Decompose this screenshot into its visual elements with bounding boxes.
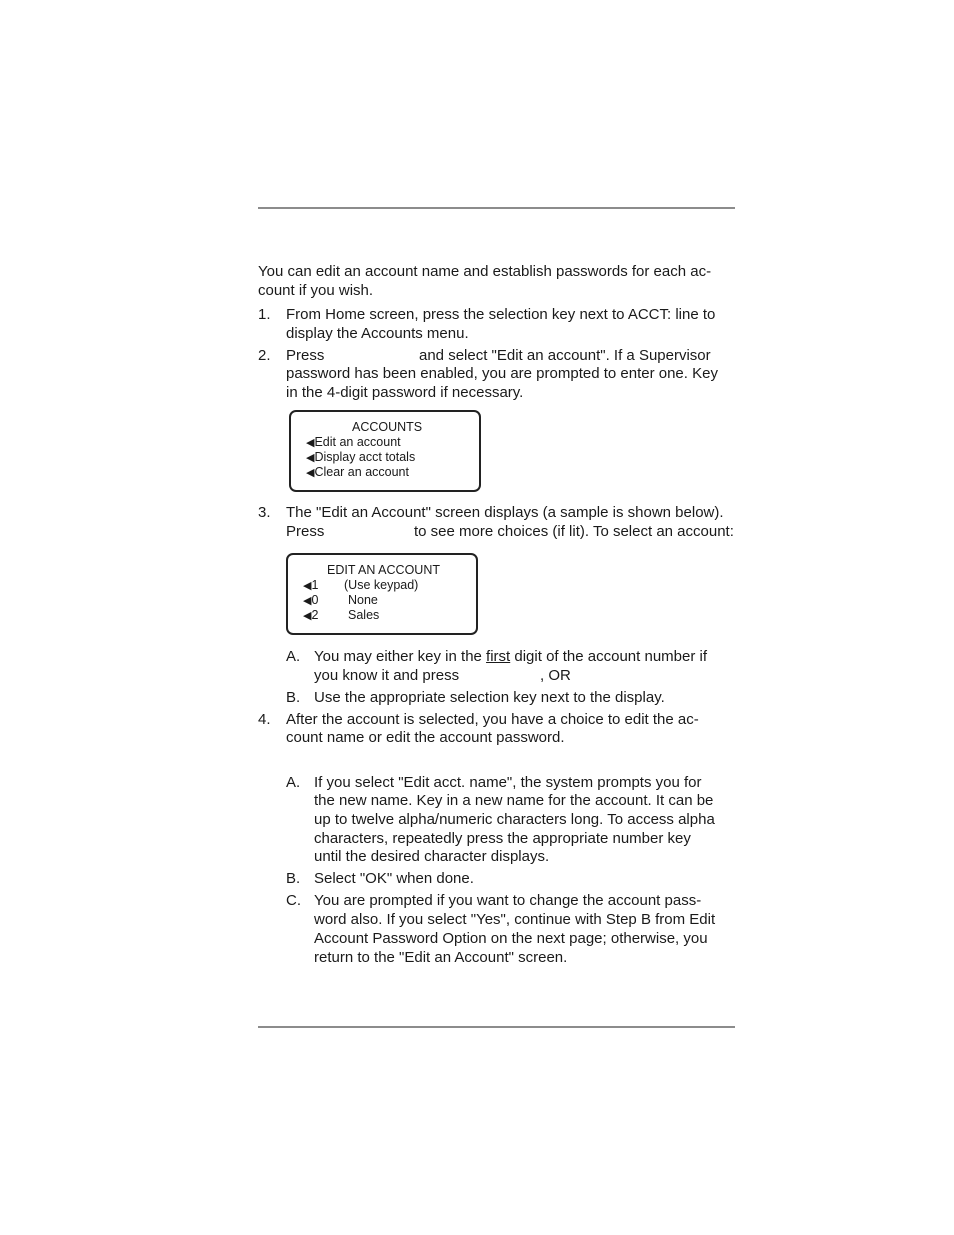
step-3a-letter: A. [286,648,301,665]
left-arrow-icon: ◀ [306,467,315,479]
step-4a-line: If you select "Edit acct. name", the system prompts you for [314,774,702,791]
step-3b-line-1: Use the appropriate selection key next to the display. [314,689,665,706]
accounts-item-label: Clear an account [314,465,409,479]
step-4-line-1: After the account is selected, you have a choice to edit the ac- [286,711,699,728]
step-4c-line: return to the "Edit an Account" screen. [314,949,568,966]
left-arrow-icon: ◀ [306,437,315,449]
step-2-line-1: and select "Edit an account". If a Supervisor [419,347,711,364]
step-4c-line: You are prompted if you want to change the account pass- [314,892,702,909]
step-4c-letter: C. [286,892,301,909]
accounts-item-label: Display acct totals [314,450,416,464]
bottom-rule [258,1026,735,1028]
edit-account-row-key: 0 [311,593,319,607]
step-4b-line-1: Select "OK" when done. [314,870,474,887]
step-4c-line: word also. If you select "Yes", continue with Step B from Edit [314,911,716,928]
edit-account-row-label: None [348,593,378,607]
step-4-line-2: count name or edit the account password. [286,729,565,746]
step-2-line-2: password has been enabled, you are prompted to enter one. Key [286,365,718,382]
edit-account-row [303,608,318,624]
step-3a-line-1: You may either key in the first digit of the account number if [314,648,707,665]
step-4c-line: Account Password Option on the next page; otherwise, you [314,930,708,947]
intro-line-2: count if you wish. [258,282,374,299]
accounts-item-display-totals [306,450,415,466]
accounts-item-label: Edit an account [314,435,401,449]
step-4a-line: until the desired character displays. [314,848,550,865]
left-arrow-icon: ◀ [303,610,312,622]
edit-account-row-label: (Use keypad) [344,578,419,592]
step-2-press: Press [286,347,325,364]
edit-account-row-key: 2 [311,608,319,622]
step-2-line-3: in the 4-digit password if necessary. [286,384,524,401]
edit-account-row [303,578,318,594]
step-3-press: Press [286,523,325,540]
step-4a-letter: A. [286,774,301,791]
step-4a-line: characters, repeatedly press the appropriate number key [314,830,691,847]
accounts-item-clear [306,465,409,481]
step-1-line-2: display the Accounts menu. [286,325,469,342]
step-1-number: 1. [258,306,271,323]
step-1-line-1: From Home screen, press the selection key next to ACCT: line to [286,306,716,323]
edit-account-screen [286,553,478,635]
intro-line-1: You can edit an account name and establish passwords for each ac- [258,263,712,280]
step-4a-line: the new name. Key in a new name for the account. It can be [314,792,714,809]
step-3-line-2: to see more choices (if lit). To select an account: [414,523,734,540]
step-3b-letter: B. [286,689,301,706]
step-3-line-1: The "Edit an Account" screen displays (a sample is shown below). [286,504,724,521]
left-arrow-icon: ◀ [306,452,315,464]
top-rule [258,207,735,209]
underlined-word: first [486,648,511,665]
step-3a-line-2-end: , OR [540,667,571,684]
edit-account-row-label: Sales [348,608,380,622]
edit-account-screen-title: EDIT AN ACCOUNT [327,563,440,577]
step-3-number: 3. [258,504,271,521]
left-arrow-icon: ◀ [303,580,312,592]
step-4b-letter: B. [286,870,301,887]
accounts-screen-title: ACCOUNTS [352,420,423,434]
step-4-number: 4. [258,711,271,728]
step-4a-line: up to twelve alpha/numeric characters long. To access alpha [314,811,715,828]
step-2-number: 2. [258,347,271,364]
accounts-screen [289,410,481,492]
step-3a-line-2: you know it and press [314,667,460,684]
edit-account-row [303,593,318,609]
accounts-item-edit [306,435,401,451]
left-arrow-icon: ◀ [303,595,312,607]
edit-account-row-key: 1 [311,578,319,592]
